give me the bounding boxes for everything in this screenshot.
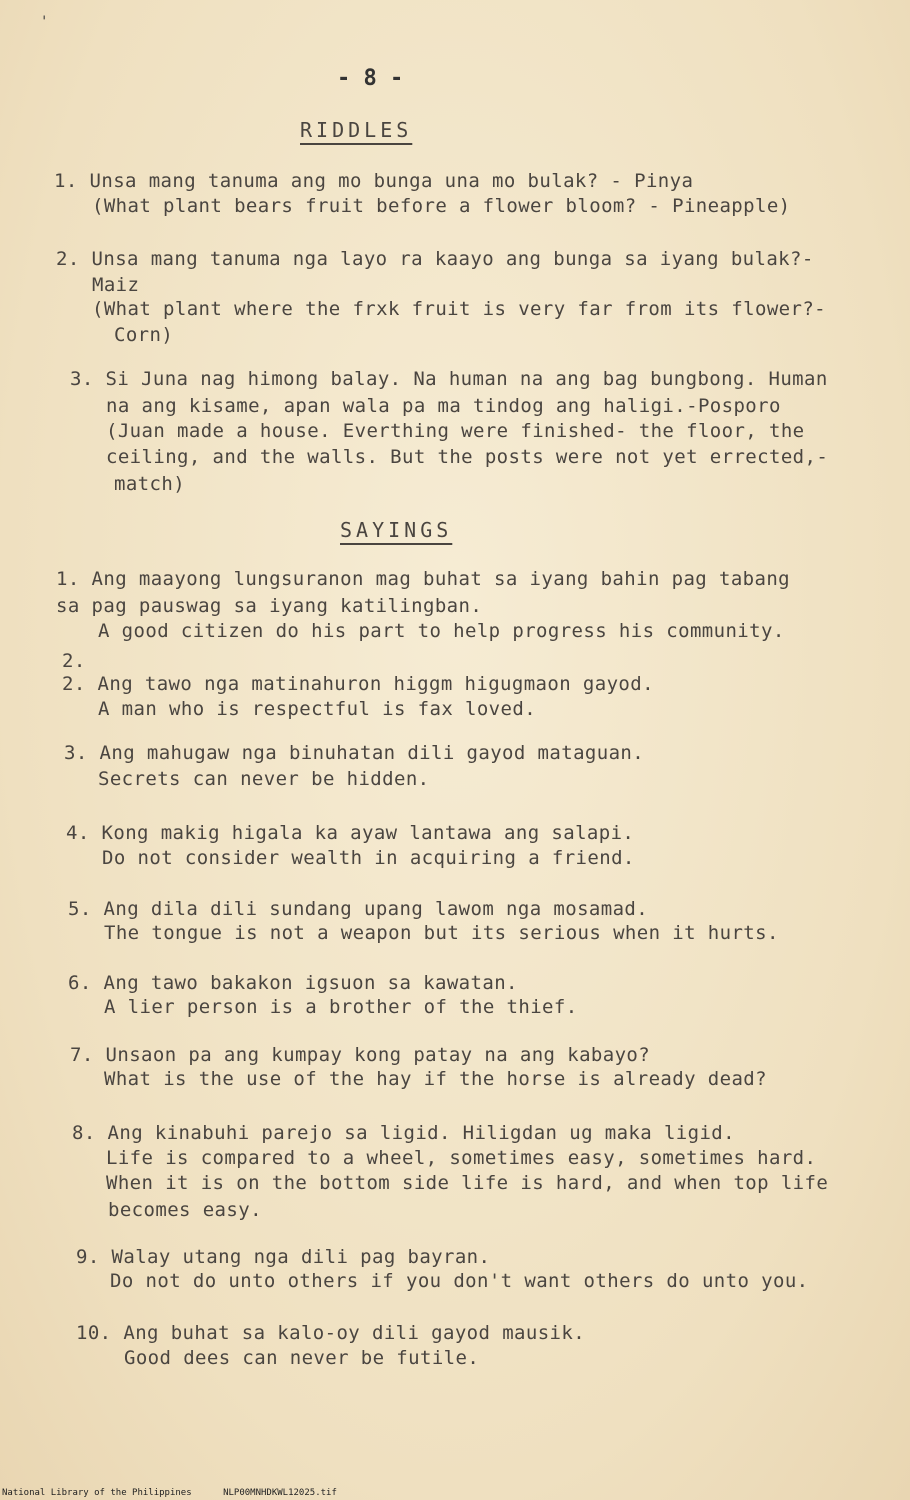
saying-8-line-2: Life is compared to a wheel, sometimes easy, sometimes hard.	[106, 1147, 817, 1169]
saying-9-line-1: 9. Walay utang nga dili pag bayran.	[76, 1246, 491, 1268]
saying-8-line-3: When it is on the bottom side life is hard, and when top life	[106, 1172, 829, 1194]
saying-6-line-1: 6. Ang tawo bakakon igsuon sa kawatan.	[68, 972, 518, 994]
sayings-heading: SAYINGS	[340, 518, 453, 542]
saying-8-line-1: 8. Ang kinabuhi parejo sa ligid. Hiligdan ug maka ligid.	[72, 1122, 735, 1144]
saying-7-line-2: What is the use of the hay if the horse is already dead?	[104, 1068, 767, 1090]
footer	[2, 1488, 363, 1498]
saying-1-line-3: A good citizen do his part to help progress his community.	[98, 620, 785, 642]
footer-library: National Library of the Philippines	[2, 1488, 192, 1498]
riddle-3-line-3: (Juan made a house. Everthing were finished- the floor, the	[106, 420, 805, 442]
saying-4-line-2: Do not consider wealth in acquiring a friend.	[102, 847, 635, 869]
riddles-heading: RIDDLES	[300, 118, 413, 142]
riddle-2-line-3: (What plant where the frxk fruit is very far from its flower?-	[92, 298, 827, 320]
saying-5-line-1: 5. Ang dila dili sundang upang lawom nga mosamad.	[68, 898, 649, 920]
riddle-2-line-4: Corn)	[114, 324, 174, 346]
riddle-3-line-2: na ang kisame, apan wala pa ma tindog ang haligi.-Posporo	[106, 395, 781, 417]
riddle-1-line-2: (What plant bears fruit before a flower bloom? - Pineapple)	[92, 195, 791, 217]
riddle-1-line-1: 1. Unsa mang tanuma ang mo bunga una mo bulak? - Pinya	[54, 170, 694, 192]
riddle-2-line-1: 2. Unsa mang tanuma nga layo ra kaayo ang bunga sa iyang bulak?-	[56, 248, 814, 270]
saying-7-line-1: 7. Unsaon pa ang kumpay kong patay na ang kabayo?	[70, 1044, 651, 1066]
stray-number: 2.	[62, 650, 86, 672]
riddle-2-line-2: Maiz	[92, 274, 140, 296]
saying-10-line-2: Good dees can never be futile.	[124, 1347, 480, 1369]
page-number: - 8 -	[337, 66, 404, 91]
saying-10-line-1: 10. Ang buhat sa kalo-oy dili gayod mausik.	[76, 1322, 586, 1344]
footer-filename: NLP00MNHDKWL12025.tif	[223, 1488, 337, 1498]
saying-1-line-1: 1. Ang maayong lungsuranon mag buhat sa iyang bahin pag tabang	[56, 568, 791, 590]
saying-2-line-1: 2. Ang tawo nga matinahuron higgm higugmaon gayod.	[62, 673, 654, 695]
saying-3-line-2: Secrets can never be hidden.	[98, 768, 430, 790]
riddle-3-line-1: 3. Si Juna nag himong balay. Na human na ang bag bungbong. Human	[70, 368, 828, 390]
saying-5-line-2: The tongue is not a weapon but its serious when it hurts.	[104, 922, 779, 944]
saying-9-line-2: Do not do unto others if you don't want others do unto you.	[110, 1270, 809, 1292]
saying-2-line-2: A man who is respectful is fax loved.	[98, 698, 537, 720]
saying-6-line-2: A lier person is a brother of the thief.	[104, 996, 578, 1018]
riddle-3-line-4: ceiling, and the walls. But the posts were not yet errected,-	[106, 446, 829, 468]
saying-1-line-2: sa pag pauswag sa iyang katilingban.	[56, 595, 483, 617]
corner-mark: '	[40, 14, 49, 30]
riddle-3-line-5: match)	[114, 473, 186, 495]
saying-4-line-1: 4. Kong makig higala ka ayaw lantawa ang salapi.	[66, 822, 635, 844]
saying-8-line-4: becomes easy.	[108, 1199, 262, 1221]
saying-3-line-1: 3. Ang mahugaw nga binuhatan dili gayod mataguan.	[64, 742, 645, 764]
